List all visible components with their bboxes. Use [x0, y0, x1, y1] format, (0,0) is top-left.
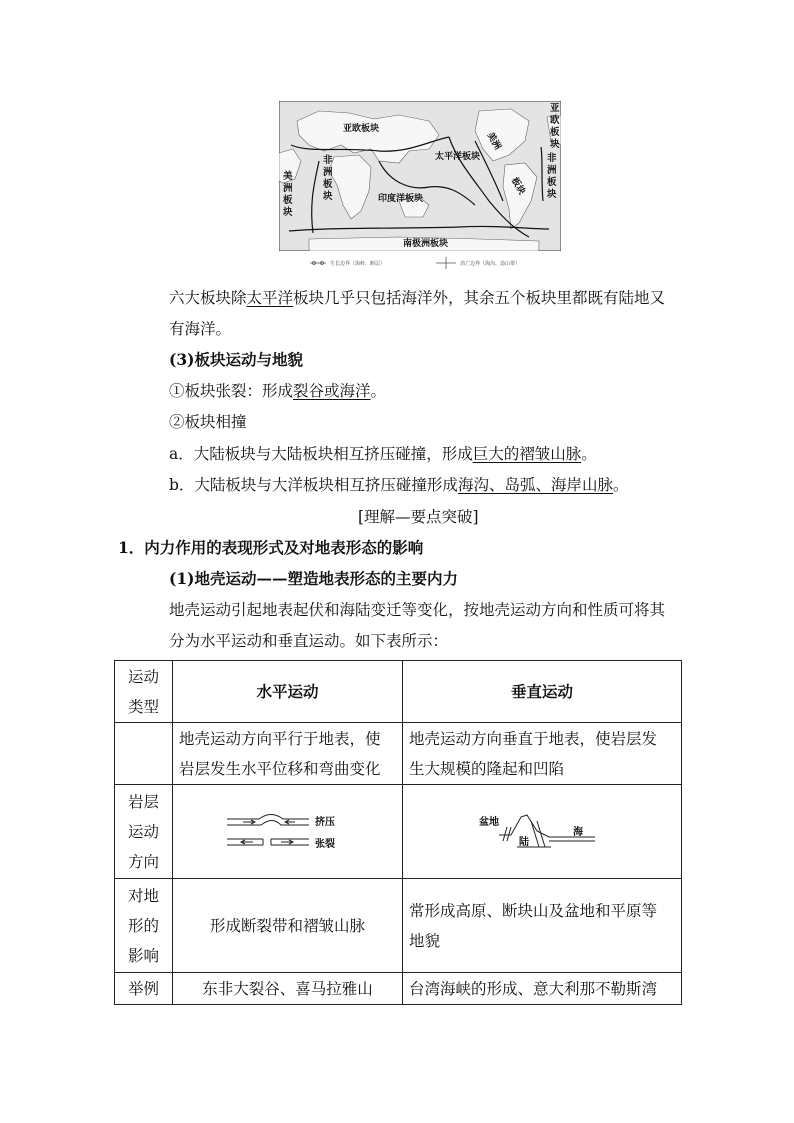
cell-vertical-desc: 地壳运动方向垂直于地表，使岩层发 生大规模的隆起和凹陷 [403, 723, 682, 785]
svg-text:欧: 欧 [550, 115, 560, 126]
map-label-eurasia: 亚欧板块 [343, 124, 380, 134]
diagram-label-sea: 海 [573, 826, 583, 838]
svg-text:块: 块 [323, 191, 333, 202]
item-collide: ②板块相撞 [169, 413, 247, 431]
svg-text:板: 板 [323, 179, 333, 190]
map-label-antarctic: 南极洲板块 [403, 239, 449, 249]
table-header-row [115, 661, 682, 723]
cell-vertical-effect: 常形成高原、断块山及盆地和平原等 地貌 [403, 879, 682, 973]
label-example: 举例 [115, 973, 173, 1005]
map-label-pacific: 太平洋板块 [435, 152, 481, 162]
svg-text:洲: 洲 [323, 167, 333, 178]
item-rift: ①板块张裂：形成裂谷或海洋。 [169, 382, 387, 400]
map-label-indian: 印度洋板块 [378, 194, 424, 204]
horizontal-motion-diagram [223, 807, 353, 857]
cell-horizontal-desc: 地壳运动方向平行于地表，使 岩层发生水平位移和弯曲变化 [173, 723, 403, 785]
table-row-direction [115, 785, 682, 879]
table-row-description [115, 723, 682, 785]
legend-collide: 消亡边界（海沟、造山带） [460, 261, 521, 267]
svg-text:板: 板 [550, 127, 560, 138]
svg-text:板: 板 [547, 177, 557, 188]
svg-text:洲: 洲 [547, 165, 557, 176]
cell-horizontal-example: 东非大裂谷、喜马拉雅山 [173, 973, 403, 1005]
legend-spread: 生长边界（海岭、断层） [330, 261, 386, 267]
heading-internal-forces: 1．内力作用的表现形式及对地表形态的影响 [118, 538, 424, 557]
paragraph-plates-line1: 六大板块除太平洋板块几乎只包括海洋外，其余五个板块里都既有陆地又 [169, 289, 666, 307]
paragraph-crust-line1: 地壳运动引起地表起伏和海陆变迁等变化，按地壳运动方向和性质可将其 [169, 601, 666, 619]
crust-motion-table [114, 660, 682, 1005]
table-row-effect [115, 879, 682, 973]
cell-horizontal-diagram [173, 785, 403, 879]
label-direction: 岩层 运动 方向 [115, 785, 173, 879]
vertical-motion-diagram [477, 807, 607, 857]
svg-text:美: 美 [283, 171, 293, 182]
svg-text:块: 块 [547, 189, 557, 200]
label-effect: 对地 形的 影响 [115, 879, 173, 973]
section-title: [理解—要点突破] [358, 508, 479, 526]
header-vertical: 垂直运动 [403, 661, 682, 723]
diagram-label-squeeze: 挤压 [314, 816, 335, 828]
table-row-example [115, 973, 682, 1005]
item-continent-ocean: b．大陆板块与大洋板块相互挤压碰撞形成海沟、岛弧、海岸山脉。 [169, 476, 629, 494]
svg-text:块: 块 [283, 207, 293, 218]
svg-text:非: 非 [323, 155, 333, 166]
diagram-label-split: 张裂 [314, 838, 335, 850]
header-horizontal: 水平运动 [173, 661, 403, 723]
paragraph-plates-line2: 有海洋。 [169, 320, 232, 338]
svg-text:洲: 洲 [283, 183, 293, 194]
cell-horizontal-effect: 形成断裂带和褶皱山脉 [173, 879, 403, 973]
svg-text:板: 板 [283, 195, 293, 206]
diagram-label-land: 陆 [519, 836, 529, 848]
header-type: 运动 类型 [115, 661, 173, 723]
cell-vertical-example: 台湾海峡的形成、意大利那不勒斯湾 [403, 973, 682, 1005]
map-label-america-right-top: 美洲 [484, 131, 503, 152]
plate-map [279, 101, 561, 251]
item-continent-continent: a．大陆板块与大陆板块相互挤压碰撞，形成巨大的褶皱山脉。 [169, 445, 597, 463]
svg-text:亚: 亚 [550, 103, 560, 114]
map-label-america-right-bottom: 板块 [508, 176, 527, 197]
cell-vertical-diagram [403, 785, 682, 879]
map-legend [306, 254, 546, 272]
svg-text:块: 块 [550, 139, 560, 150]
diagram-label-basin: 盆地 [479, 816, 499, 828]
subheading-plate-motion: (3)板块运动与地貌 [169, 350, 303, 369]
svg-text:非: 非 [547, 153, 557, 164]
subheading-crust-motion: (1)地壳运动——塑造地表形态的主要内力 [169, 569, 458, 588]
paragraph-crust-line2: 分为水平运动和垂直运动。如下表所示： [169, 632, 449, 650]
